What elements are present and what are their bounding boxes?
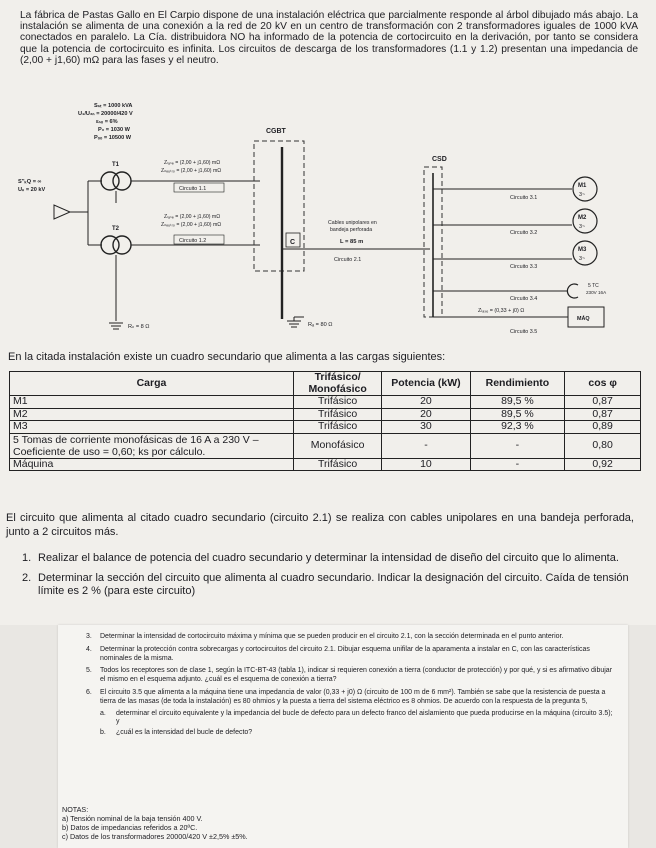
question-text: Determinar la sección del circuito que alimenta al cuadro secundario. Indicar la designación del circuito. Caída de tensión límite es 2 % (para este circuito) [38,571,629,597]
table-row [10,421,641,434]
socket-label-2: 230V 16A [586,290,607,295]
ground-ra [287,317,304,327]
network-skq: S″ₖQ = ∞ [18,179,42,185]
cell-tipo: Monofásico [293,433,381,458]
question-number: 4. [86,645,92,653]
c12-neutral-imp: Zₙₑᵤₜᵣₒ = (2,00 + j1,60) mΩ [161,222,222,228]
spec-p0: P₀ = 1030 W [98,127,130,133]
subquestion-item [100,710,616,728]
subquestions [100,710,616,738]
network-source-symbol [54,205,70,219]
cgbt-box [254,141,304,271]
question-number: 1. [22,552,32,564]
subquestion-number: a. [100,709,106,717]
question-number: 3. [86,633,92,640]
header-rendimiento: Rendimiento [470,372,565,396]
csd-feeders [433,189,572,317]
question-text: Determinar la intensidad de cortocircuito máxima y mínima que se pueden producir en el circuito 2.1, con la sección determinada en el punto anterior. [100,633,564,640]
question-number: 5. [86,667,92,675]
ground-rn [109,267,123,329]
transformer-t1 [101,172,131,190]
note-item: c) Datos de los transformadores 20000/420 V ±2,5% ±5%. [62,832,248,841]
question-text: El circuito 3.5 que alimenta a la máquina tiene una impedancia de valor (0,33 + j0) Ω (circuito de 100 m de 6 mm²). También se sabe que la resistencia de puesta a tierra de las masas (de toda la instalación) es 80 ohmios y la puesta a tierra del sistema eléctrico es 8 ohmios. De acuerdo con la respuesta de la pregunta 5, [100,688,606,705]
question-item [86,646,616,664]
loads-header-row [10,372,641,396]
subquestion-text: ¿cuál es la intensidad del bucle de defecto? [116,729,253,737]
cell-tipo: Trifásico [293,396,381,409]
question-item [86,667,616,685]
header-cos: cos φ [565,372,641,396]
c12-label: Circuito 1.2 [179,238,207,244]
c33-label: Circuito 3.3 [510,264,538,270]
spec-ecc: εₙₒ = 6% [96,119,118,125]
cell-carga: M3 [10,421,294,434]
cell-rendimiento: - [470,458,565,471]
motor-m2 [573,209,597,233]
question-text: Determinar la protección contra sobrecargas y cortocircuitos del circuito 2.1. Dibujar esquema unifilar de la aparamenta a instalar en C, con las características nominales de la misma. [100,645,590,662]
csd-label: CSD [432,156,447,163]
rn-label: Rₙ = 8 Ω [128,324,150,330]
question-item [86,633,616,642]
transformer-specs [78,103,133,141]
motor-m1-phase: 3~ [579,192,586,198]
transformer-t2 [101,236,131,254]
motor-m3 [573,241,597,265]
cell-tipo: Trifásico [293,458,381,471]
motor-m2-name: M2 [578,215,587,221]
motor-m3-name: M3 [578,247,587,253]
notes-title: NOTAS: [62,805,89,814]
spec-pcc: Pₒₒ = 10500 W [94,135,132,141]
cable-length: L = 85 m [340,239,364,245]
network-line [70,181,102,245]
cell-cos: 0,92 [565,458,641,471]
cable-desc-2: bandeja perforada [330,227,373,233]
c32-label: Circuito 3.2 [510,230,538,236]
c11-label: Circuito 1.1 [179,186,207,192]
c21-label: Circuito 2.1 [334,257,362,263]
motor-m1 [573,177,597,201]
motor-m3-phase: 3~ [579,256,586,262]
socket-symbol [567,284,578,298]
c11-neutral-imp: Zₙₑᵤₜᵣₒ = (2,00 + j1,60) mΩ [161,168,222,174]
cell-cos: 0,87 [565,408,641,421]
spec-sn: Sₙₜ = 1000 kVA [94,103,133,109]
cell-tipo: Trifásico [293,421,381,434]
spec-u: U₁/U₂ₙ = 20000/420 V [78,111,133,117]
c35-label: Circuito 3.5 [510,329,538,335]
questions-more [86,633,616,742]
cell-carga: M1 [10,396,294,409]
cell-potencia: 30 [382,421,470,434]
machine-label: MÁQ [577,316,590,322]
fault-impedance: Zₗₐₛₑ = (0,33 + j0) Ω [478,308,525,314]
motor-m1-name: M1 [578,183,587,189]
cell-rendimiento: - [470,433,565,458]
t2-label: T2 [112,226,120,232]
cell-carga: Máquina [10,458,294,471]
note-item: b) Datos de impedancias referidos a 20ºC. [62,823,198,832]
cgbt-label: CGBT [266,128,286,135]
cell-carga: M2 [10,408,294,421]
questions-main [22,552,638,605]
cell-carga: 5 Tomas de corriente monofásicas de 16 A a 230 V – Coeficiente de uso = 0,60; ks por cálculo. [10,433,294,458]
ra-label: Rₐ = 80 Ω [308,322,333,328]
cell-potencia: 20 [382,396,470,409]
subquestion-item [100,729,616,738]
network-un: Uₙ = 20 kV [18,187,46,193]
notes-section [62,805,248,841]
subquestion-text: determinar el circuito equivalente y la impedancia del bucle de defecto para un defecto franco del aislamiento que pueda producirse en la máquina (circuito 3.5); y [116,709,613,726]
cell-potencia: - [382,433,470,458]
loads-table [9,371,641,471]
protection-c-label: C [290,239,296,246]
socket-label-1: 5 TC [588,283,599,289]
cell-rendimiento: 92,3 % [470,421,565,434]
question-item [86,689,616,738]
cell-cos: 0,89 [565,421,641,434]
cell-cos: 0,87 [565,396,641,409]
cell-potencia: 20 [382,408,470,421]
c12-phase-imp: Zₗₐₛₑ = (2,00 + j1,60) mΩ [164,214,221,220]
page-bottom [58,625,628,848]
header-tipo: Trifásico/ Monofásico [293,372,381,396]
cable-desc-1: Cables unipolares en [328,220,377,226]
c11-phase-imp: Zₗₐₛₑ = (2,00 + j1,60) mΩ [164,160,221,166]
cell-cos: 0,80 [565,433,641,458]
c34-label: Circuito 3.4 [510,296,538,302]
subquestion-number: b. [100,729,106,737]
table-row [10,433,641,458]
table-row [10,396,641,409]
intro-paragraph: La fábrica de Pastas Gallo en El Carpio dispone de una instalación eléctrica que parcialmente responde al árbol dibujado más abajo. La instalación se alimenta de una conexión a la red de 20 kV en un centro de transformación con 2 transformadores iguales de 1000 kVA conectados en paralelo. La Cía. distribuidora NO ha informado de la potencia de cortocircuito en la derivación, por tanto se considera que la potencia de cortocircuito es infinita. Los circuitos de descarga de los transformadores (1.1 y 1.2) presentan una impedancia de (2,00 + j1,60) mΩ para las fases y el neutro. [20,10,638,66]
question-item [22,552,638,566]
circuit-text: El circuito que alimenta al citado cuadro secundario (circuito 2.1) se realiza con cables unipolares en una bandeja perforada, junto a 2 circuitos más. [6,512,634,538]
question-text: Todos los receptores son de clase 1, según la ITC-BT-43 (tabla 1), indicar si requieren conexión a tierra (conductor de protección) y por qué, y si es afirmativo dibujar el mismo en el esquema adjunto. ¿cuál es el esquema de conexión a tierra? [100,667,613,684]
t1-label: T1 [112,162,120,168]
motor-m2-phase: 3~ [579,224,586,230]
c31-label: Circuito 3.1 [510,195,538,201]
note-item: a) Tensión nominal de la baja tensión 400 V. [62,814,203,823]
question-number: 6. [86,688,92,696]
loads-intro: En la citada instalación existe un cuadro secundario que alimenta a las cargas siguientes: [8,351,446,363]
cell-potencia: 10 [382,458,470,471]
header-carga: Carga [10,372,294,396]
question-text: Realizar el balance de potencia del cuadro secundario y determinar la intensidad de diseño del circuito que lo alimenta. [38,552,619,564]
header-potencia: Potencia (kW) [382,372,470,396]
table-row [10,458,641,471]
cell-rendimiento: 89,5 % [470,408,565,421]
table-row [10,408,641,421]
cell-tipo: Trifásico [293,408,381,421]
question-number: 2. [22,571,32,584]
cell-rendimiento: 89,5 % [470,396,565,409]
single-line-diagram [12,95,642,347]
question-item [22,572,638,599]
